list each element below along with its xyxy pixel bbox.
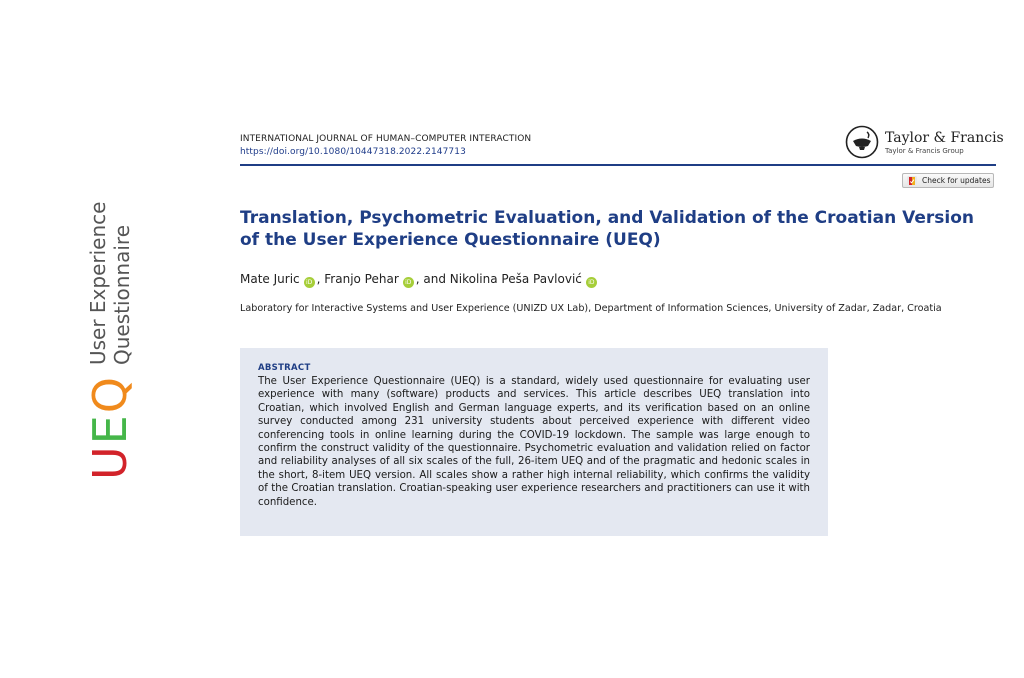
lamp-icon — [845, 125, 879, 159]
publisher-logo — [845, 125, 1004, 159]
ueq-letter-e: E — [83, 413, 137, 445]
ueq-line1: User Experience — [86, 201, 110, 366]
ueq-logo — [80, 160, 140, 480]
author-name[interactable]: Mate Juric — [240, 272, 300, 286]
author-separator: , and — [415, 272, 450, 286]
author-name[interactable]: Franjo Pehar — [324, 272, 399, 286]
orcid-icon[interactable]: iD — [586, 277, 597, 288]
author-separator: , — [316, 272, 325, 286]
publisher-group: Taylor & Francis Group — [885, 146, 964, 155]
journal-name: INTERNATIONAL JOURNAL OF HUMAN–COMPUTER INTERACTION — [240, 134, 532, 144]
article-title: Translation, Psychometric Evaluation, and Validation of the Croatian Version of the User Experience Questionnaire (UEQ) — [240, 208, 974, 250]
orcid-icon[interactable]: iD — [304, 277, 315, 288]
author-list — [240, 272, 599, 288]
ueq-letter-q: Q — [83, 375, 137, 414]
affiliation: Laboratory for Interactive Systems and User Experience (UNIZD UX Lab), Department of Information Sciences, University of Zadar, Zadar, Croatia — [240, 303, 942, 314]
ueq-wordmark — [86, 202, 134, 365]
publisher-name: Taylor & Francis — [885, 129, 1004, 146]
ueq-mark — [83, 375, 137, 480]
check-for-updates-button[interactable] — [902, 173, 994, 188]
orcid-icon[interactable]: iD — [403, 277, 414, 288]
doi-link[interactable]: https://doi.org/10.1080/10447318.2022.2147713 — [240, 147, 466, 157]
check-for-updates-label: Check for updates — [922, 176, 991, 185]
abstract-box — [240, 348, 828, 536]
header-rule — [240, 164, 996, 166]
journal-header — [240, 134, 531, 157]
abstract-heading: ABSTRACT — [258, 363, 311, 373]
abstract-text: The User Experience Questionnaire (UEQ) is a standard, widely used questionnaire for evaluating user experience with many (software) products and services. This article describes UEQ translation into Croatian, which involved English and German language experts, and its verification based on an online survey conducted among 231 university students about perceived experience with different video conferencing tools in online learning during the COVID-19 lockdown. The sample was large enough to confirm the construct validity of the questionnaire. Psychometric evaluation and validation relied on factor and reliability analyses of all six scales of the full, 26-item UEQ and of the pragmatic and hedonic scales in the short, 8-item UEQ version. All scales show a rather high internal reliability, which confirms the validity of the Croatian translation. Croatian-speaking user experience researchers and practitioners can use it with confidence. — [258, 376, 810, 508]
author-name[interactable]: Nikolina Peša Pavlović — [449, 272, 582, 286]
crossmark-icon — [907, 176, 917, 186]
ueq-line2: Questionnaire — [110, 225, 134, 366]
ueq-letter-u: U — [83, 444, 137, 480]
